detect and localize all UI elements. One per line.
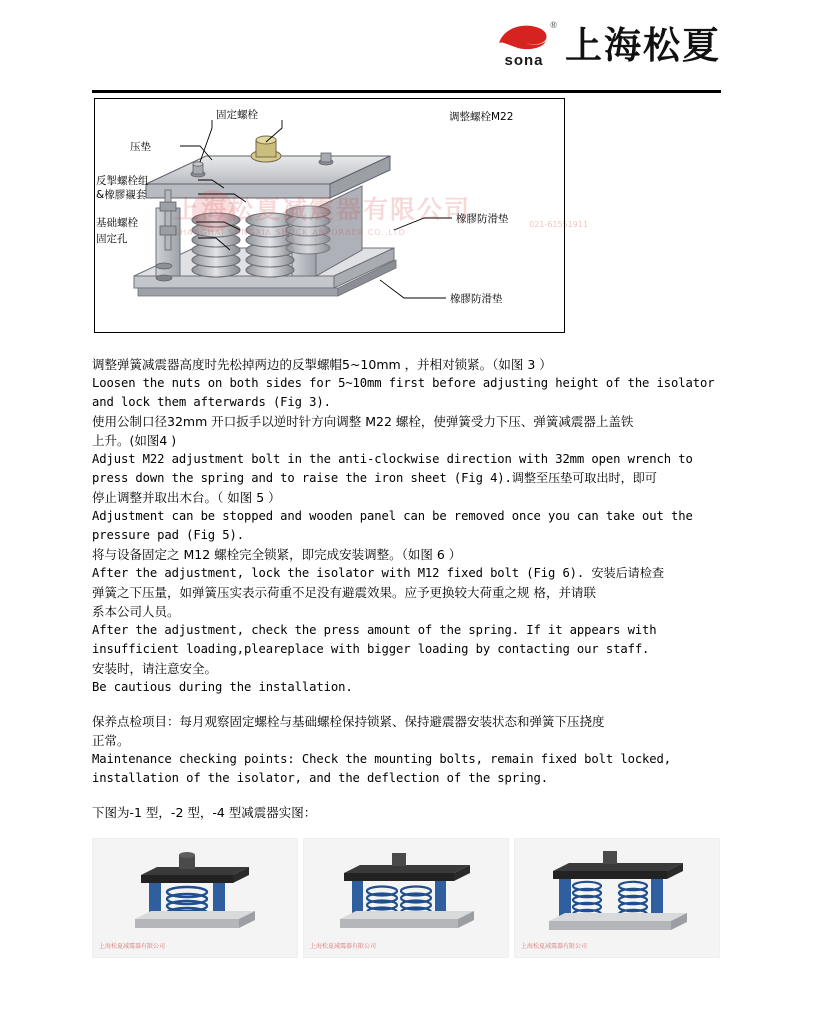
watermark-text-cn: 上海松夏减震器有限公司 xyxy=(174,195,472,224)
paragraph-2-en-line2 xyxy=(92,469,720,488)
paragraph-5-en-line2: insufficient loading,pleareplace with bigger loading by contacting our staff. xyxy=(92,642,650,656)
paragraph-2-en-line1: Adjust M22 adjustment bolt in the anti-clockwise direction with 32mm open wrench to xyxy=(92,452,693,466)
paragraph-5-cn-line3: 系本公司人员。 xyxy=(92,604,180,619)
label-press-pad: 压垫 xyxy=(130,141,151,153)
paragraph-4-en xyxy=(92,564,720,583)
swoosh-icon xyxy=(496,21,552,51)
watermark-telephone: 021-61551911 xyxy=(529,220,588,229)
product-photo-strip xyxy=(92,838,721,958)
page-header xyxy=(92,0,721,76)
label-rubber-pad-right: 橡膠防滑垫 xyxy=(456,213,509,225)
paragraph-1-cn: 调整弹簧减震器高度时先松掉两边的反掣螺帽5~10mm ，并相对锁紧。（如图 3 ） xyxy=(92,357,552,372)
label-rubber-pad-bottom: 橡膠防滑垫 xyxy=(450,293,503,305)
label-rubber-bush: &橡膠襯套 xyxy=(96,189,147,201)
paragraph-5-cn-inline: 安装后请检查 xyxy=(584,566,664,580)
paragraph-8-cn: 下图为-1 型，-2 型，-4 型减震器实图： xyxy=(92,805,317,820)
company-name-cn: 上海松夏 xyxy=(565,23,721,67)
paragraph-2-en-line2-text: press down the spring and to raise the iron sheet (Fig 4). xyxy=(92,471,512,485)
paragraph-5-cn-line2: 弹簧之下压量，如弹簧压实表示荷重不足没有避震效果。应予更换较大荷重之规 格，并请联 xyxy=(92,585,596,600)
photo-watermark: 上海松夏减震器有限公司 xyxy=(310,943,377,950)
paragraph-3-cn-line2: 停止调整并取出木台。（ 如图 5 ） xyxy=(92,490,281,505)
paragraph-3-en-line2: pressure pad (Fig 5). xyxy=(92,528,244,542)
watermark-text-en: SHANGHAI SONGXIA SHOCK ABSORBER CO.,LTD xyxy=(174,228,406,237)
sona-logo-mark xyxy=(493,18,555,72)
photo-watermark: 上海松夏减震器有限公司 xyxy=(521,943,588,950)
paragraph-3-en-line1: Adjustment can be stopped and wooden panel can be removed once you can take out the xyxy=(92,509,693,523)
paragraph-3-cn-inline: 调整至压垫可取出时，即可 xyxy=(511,471,657,485)
paragraph-2-cn-line1: 使用公制口径32mm 开口扳手以逆时针方向调整 M22 螺栓，使弹簧受力下压、弹簧减震器上盖铁 xyxy=(92,414,634,429)
paragraph-4-cn: 将与设备固定之 M12 螺栓完全锁紧，即完成安装调整。（如图 6 ） xyxy=(92,547,462,562)
paragraph-6-en: Be cautious during the installation. xyxy=(92,680,353,694)
paragraph-7-cn-line1: 保养点检项目：每月观察固定螺栓与基础螺栓保持锁紧、保持避震器安装状态和弹簧下压挠度 xyxy=(92,714,605,729)
paragraph-1-en-line1: Loosen the nuts on both sides for 5~10mm first before adjusting height of the isolator xyxy=(92,376,715,390)
company-logo xyxy=(493,18,721,72)
paragraph-5-en-line1: After the adjustment, check the press amount of the spring. If it appears with xyxy=(92,623,657,637)
paragraph-7-en-line2: installation of the isolator, and the deflection of the spring. xyxy=(92,771,548,785)
paragraph-spacer-1 xyxy=(92,697,720,712)
instructions-body xyxy=(92,355,720,822)
paragraph-1-en-line2: and lock them afterwards (Fig 3). xyxy=(92,395,331,409)
label-base-bolt: 基础螺栓 xyxy=(96,217,138,229)
photo-watermark: 上海松夏减震器有限公司 xyxy=(99,943,166,950)
label-counter-bolt-set: 反掣螺栓组 xyxy=(96,175,149,187)
paragraph-6-cn: 安装时，请注意安全。 xyxy=(92,661,218,676)
paragraph-2-cn-line2: 上升。(如图4 ) xyxy=(92,433,177,448)
label-fixing-bolt: 固定螺栓 xyxy=(216,109,258,121)
label-fixing-hole: 固定孔 xyxy=(96,233,128,245)
paragraph-spacer-2 xyxy=(92,788,720,803)
registered-mark-icon: ® xyxy=(550,20,557,30)
paragraph-7-cn-line2: 正常。 xyxy=(92,733,130,748)
photo-type-4 xyxy=(514,838,720,958)
isolator-diagram xyxy=(94,98,719,333)
photo-type-1 xyxy=(92,838,298,958)
paragraph-7-en-line1: Maintenance checking points: Check the mounting bolts, remain fixed bolt locked, xyxy=(92,752,672,766)
label-adjust-bolt: 调整螺栓M22 xyxy=(449,111,514,123)
header-divider xyxy=(92,90,721,93)
photo-type-2 xyxy=(303,838,509,958)
sona-wordmark: sona xyxy=(504,52,544,69)
paragraph-4-en-text: After the adjustment, lock the isolator with M12 fixed bolt (Fig 6). xyxy=(92,566,585,580)
